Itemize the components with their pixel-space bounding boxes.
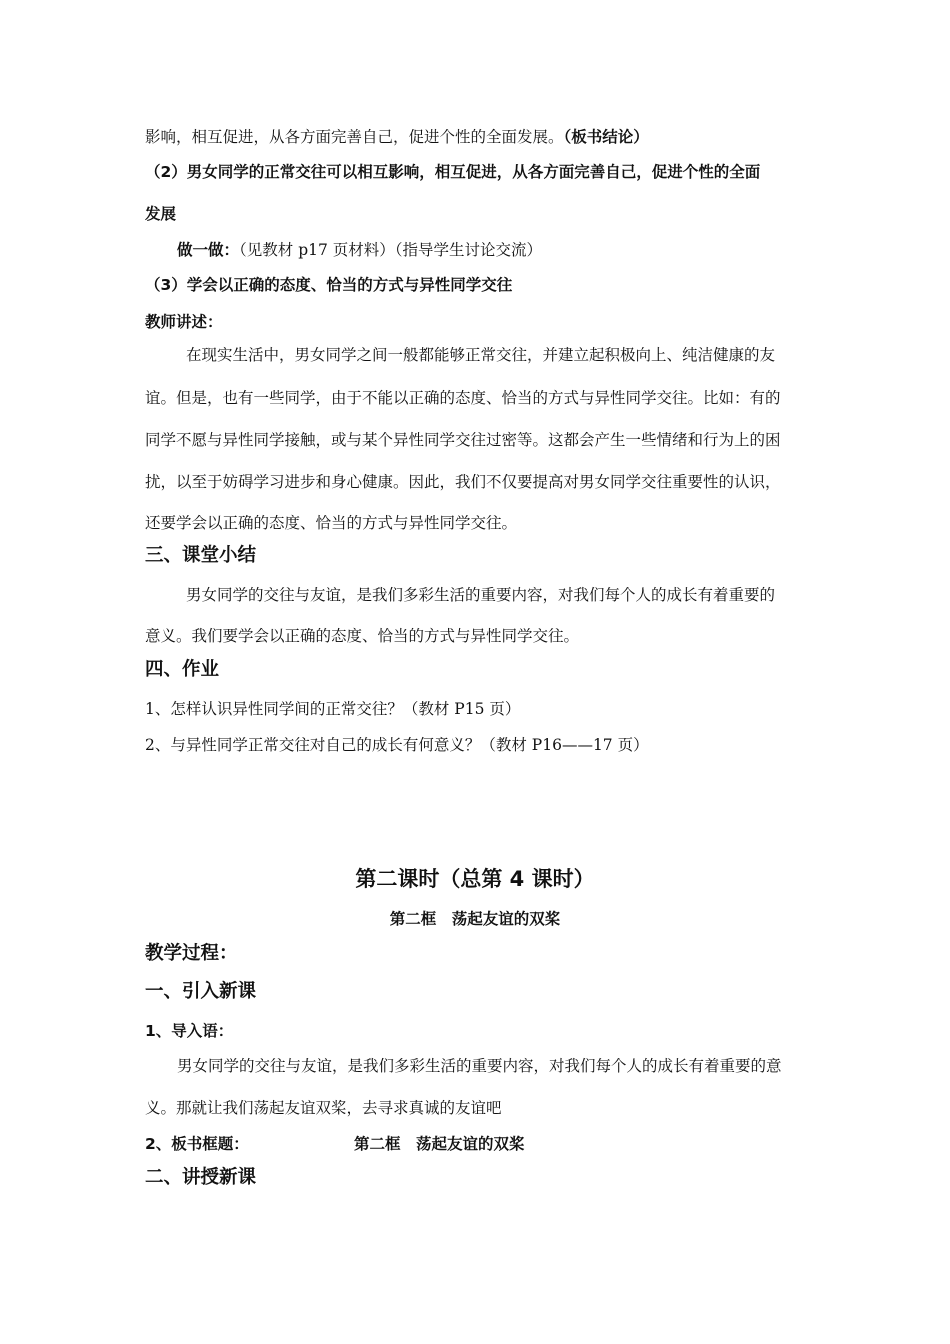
homework-item: 1、怎样认识异性同学间的正常交往？（教材 P15 页） (145, 700, 521, 718)
paragraph-line: 在现实生活中，男女同学之间一般都能够正常交往，并建立起积极向上、纯洁健康的友 (186, 346, 776, 364)
page-title: 第二课时（总第 4 课时） (355, 867, 595, 891)
paragraph-line: 义。那就让我们荡起友谊双桨，去寻求真诚的友谊吧 (145, 1099, 502, 1117)
bold-note: （板书结论） (563, 128, 649, 146)
point-2-line: （2）男女同学的正常交往可以相互影响，相互促进，从各方面完善自己，促进个性的全面 (145, 163, 761, 181)
paragraph-line: 谊。但是，也有一些同学，由于不能以正确的态度、恰当的方式与异性同学交往。比如：有的 (145, 389, 781, 407)
do-it-line (177, 240, 542, 260)
paragraph-line: 扰，以至于妨碍学习进步和身心健康。因此，我们不仅要提高对男女同学交往重要性的认识， (145, 473, 781, 491)
point-3-heading: （3）学会以正确的态度、恰当的方式与异性同学交往 (145, 276, 513, 294)
teacher-label: 教师讲述： (145, 313, 223, 331)
section-heading-summary: 三、课堂小结 (145, 545, 257, 566)
do-it-text: （见教材 p17 页材料）（指导学生讨论交流） (239, 241, 543, 259)
paragraph-line: 同学不愿与异性同学接触，或与某个异性同学交往过密等。这都会产生一些情绪和行为上的困 (145, 431, 781, 449)
page-subtitle: 第二框 荡起友谊的双桨 (389, 910, 561, 928)
text-line (145, 127, 649, 147)
paragraph-line: 意义。我们要学会以正确的态度、恰当的方式与异性同学交往。 (145, 627, 580, 645)
board-label: 2、板书框题： (145, 1135, 249, 1153)
body-text: 影响，相互促进，从各方面完善自己，促进个性的全面发展。 (145, 128, 564, 146)
homework-item: 2、与异性同学正常交往对自己的成长有何意义？（教材 P16——17 页） (145, 736, 649, 754)
point-2-continued: 发展 (145, 205, 177, 223)
section-heading-homework: 四、作业 (145, 659, 220, 680)
do-it-label: 做一做： (177, 241, 240, 259)
board-title: 第二框 荡起友谊的双桨 (354, 1135, 525, 1153)
process-heading: 教学过程： (145, 943, 238, 964)
intro-label: 1、导入语： (145, 1022, 234, 1040)
paragraph-line: 男女同学的交往与友谊，是我们多彩生活的重要内容，对我们每个人的成长有着重要的 (186, 586, 776, 604)
section-heading-teach: 二、讲授新课 (145, 1167, 257, 1188)
paragraph-line: 还要学会以正确的态度、恰当的方式与异性同学交往。 (145, 514, 518, 532)
section-heading-intro: 一、引入新课 (145, 981, 257, 1002)
paragraph-line: 男女同学的交往与友谊，是我们多彩生活的重要内容，对我们每个人的成长有着重要的意 (177, 1057, 782, 1075)
